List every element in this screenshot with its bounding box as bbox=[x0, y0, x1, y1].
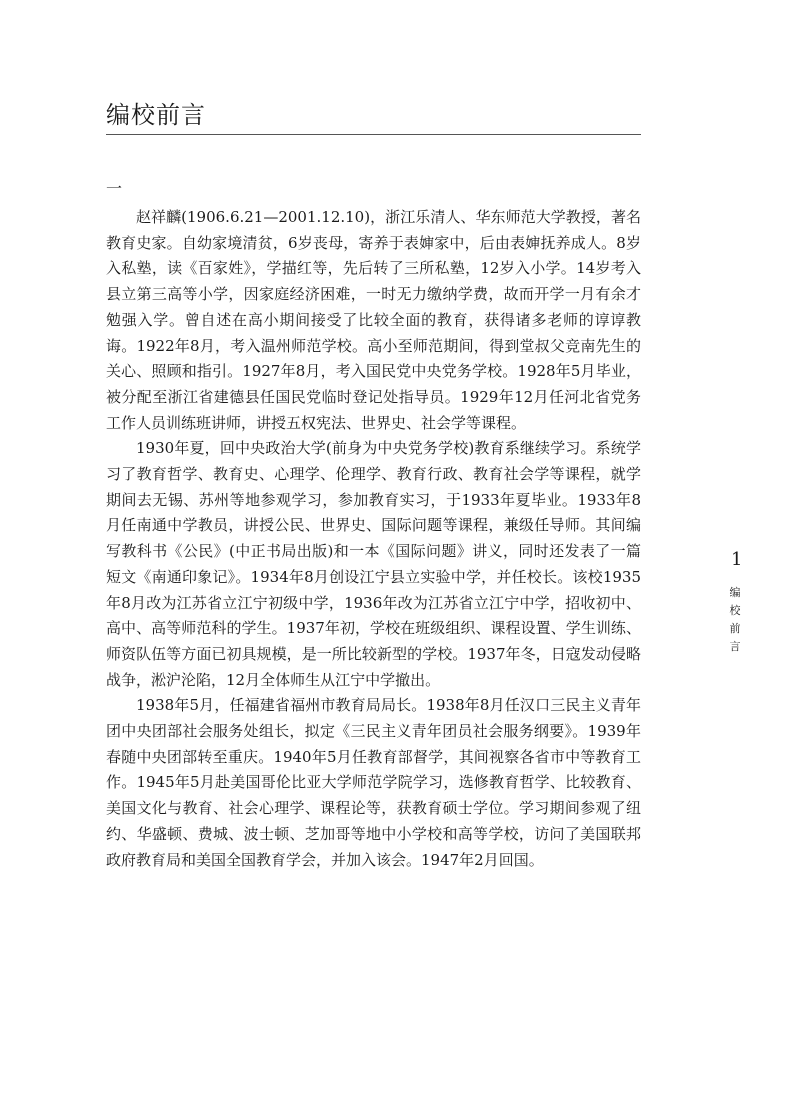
paragraph-1: 赵祥麟(1906.6.21—2001.12.10)，浙江乐清人、华东师范大学教授，著名教育史家。自幼家境清贫，6岁丧母，寄养于表婶家中，后由表婶抚养成人。8岁入私塾，读《百家姓》，学描红等，先后转了三所私塾，12岁入小学。14岁考入县立第三高等小学，因家庭经济困难，一时无力缴纳学费，故而开学一月有余才勉强入学。曾自述在高小期间接受了比较全面的教育，获得诸多老师的谆谆教诲。1922年8月，考入温州师范学校。高小至师范期间，得到堂叔父竞南先生的关心、照顾和指引。1927年8月，考入国民党中央党务学校。1928年5月毕业，被分配至浙江省建德县任国民党临时登记处指导员。1929年12月任河北省党务工作人员训练班讲师，讲授五权宪法、世界史、社会学等课程。 bbox=[106, 208, 641, 432]
title-rule bbox=[106, 134, 641, 135]
running-head: 编校前言 bbox=[729, 586, 741, 653]
section-number: 一 bbox=[106, 179, 123, 198]
page-title: 编校前言 bbox=[106, 101, 206, 129]
body-text bbox=[106, 205, 641, 873]
page-number: 1 bbox=[731, 549, 743, 570]
paragraph-3: 1938年5月，任福建省福州市教育局局长。1938年8月任汉口三民主义青年团中央团部社会服务处组长，拟定《三民主义青年团员社会服务纲要》。1939年春随中央团部转至重庆。1940年5月任教育部督学，其间视察各省市中等教育工作。1945年5月赴美国哥伦比亚大学师范学院学习，选修教育哲学、比较教育、美国文化与教育、社会心理学、课程论等，获教育硕士学位。学习期间参观了纽约、华盛顿、费城、波士顿、芝加哥等地中小学校和高等学校，访问了美国联邦政府教育局和美国全国教育学会，并加入该会。1947年2月回国。 bbox=[106, 696, 641, 869]
paragraph-2: 1930年夏，回中央政治大学(前身为中央党务学校)教育系继续学习。系统学习了教育哲学、教育史、心理学、伦理学、教育行政、教育社会学等课程，就学期间去无锡、苏州等地参观学习，参加教育实习，于1933年夏毕业。1933年8月任南通中学教员，讲授公民、世界史、国际问题等课程，兼级任导师。其间编写教科书《公民》(中正书局出版)和一本《国际问题》讲义，同时还发表了一篇短文《南通印象记》。1934年8月创设江宁县立实验中学，并任校长。该校1935年8月改为江苏省立江宁初级中学，1936年改为江苏省立江宁中学，招收初中、高中、高等师范科的学生。1937年初，学校在班级组织、课程设置、学生训练、师资队伍等方面已初具规模，是一所比较新型的学校。1937年冬，日寇发动侵略战争，淞沪沦陷，12月全体师生从江宁中学撤出。 bbox=[106, 439, 641, 689]
